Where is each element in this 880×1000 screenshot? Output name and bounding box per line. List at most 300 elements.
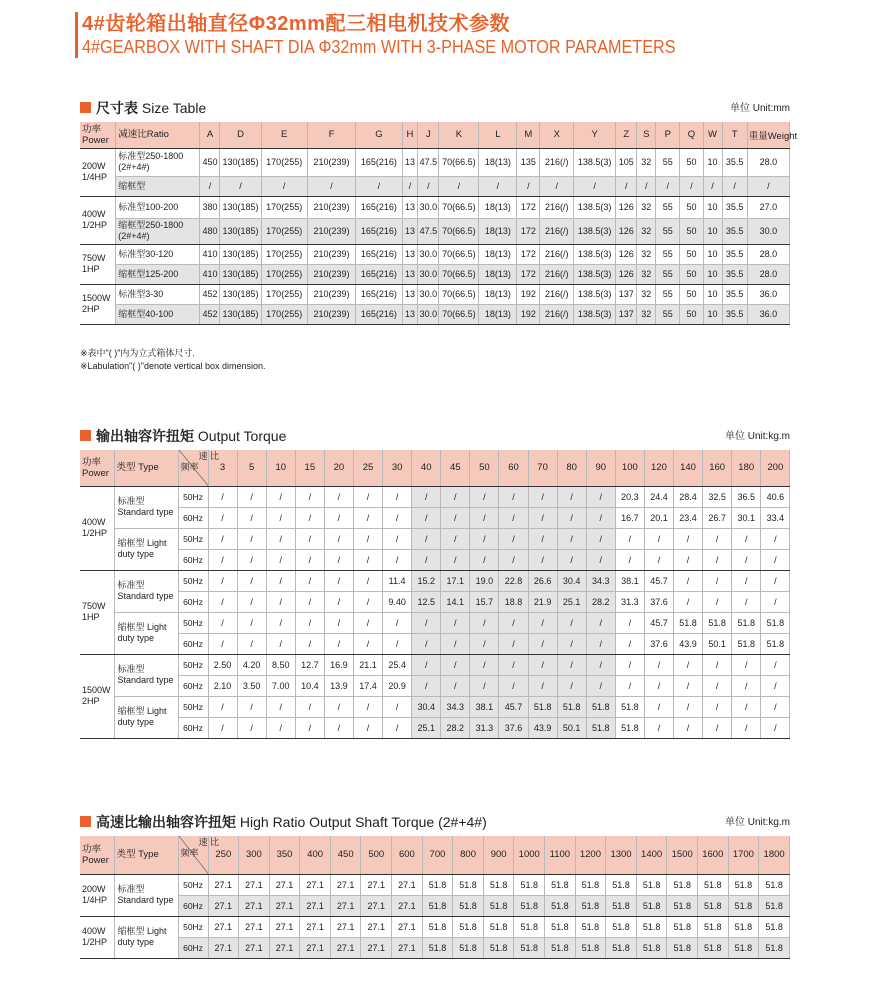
- size-value-cell: 126: [616, 196, 637, 218]
- torque-value-cell: /: [295, 612, 324, 633]
- torque-value-cell: /: [441, 654, 470, 675]
- size-value-cell: 10: [703, 244, 722, 264]
- size-value-cell: 50: [680, 304, 703, 324]
- torque-value-cell: /: [353, 633, 382, 654]
- torque-value-cell: /: [353, 696, 382, 717]
- torque-value-cell: /: [674, 717, 703, 738]
- torque-value-cell: /: [528, 654, 557, 675]
- size-value-cell: 170(255): [261, 244, 307, 264]
- torque-value-cell: /: [732, 675, 761, 696]
- torque-value-cell: /: [237, 570, 266, 591]
- torque-value-cell: /: [470, 633, 499, 654]
- torque-hz-cell: 50Hz: [178, 486, 208, 507]
- size-value-cell: 130(185): [220, 264, 261, 284]
- size-value-cell: 138.5(3): [574, 284, 616, 304]
- high-value-cell: 51.8: [514, 937, 545, 958]
- high-ratio-header: 1600: [698, 836, 729, 874]
- torque-value-cell: /: [644, 675, 673, 696]
- high-value-cell: 51.8: [514, 916, 545, 937]
- torque-value-cell: /: [353, 549, 382, 570]
- torque-ratio-header: 80: [557, 450, 586, 486]
- size-value-cell: 36.0: [747, 284, 789, 304]
- torque-value-cell: 8.50: [266, 654, 295, 675]
- high-ratio-table: [80, 836, 790, 959]
- size-value-cell: 55: [656, 264, 680, 284]
- high-ratio-header: 1800: [759, 836, 790, 874]
- size-value-cell: 210(239): [307, 196, 355, 218]
- torque-value-cell: 12.7: [295, 654, 324, 675]
- size-value-cell: /: [479, 176, 517, 196]
- size-value-cell: 170(255): [261, 196, 307, 218]
- high-value-cell: 27.1: [300, 916, 331, 937]
- torque-value-cell: /: [295, 696, 324, 717]
- size-value-cell: /: [574, 176, 616, 196]
- high-value-cell: 51.8: [698, 895, 729, 916]
- size-value-cell: 30.0: [418, 264, 439, 284]
- high-value-cell: 51.8: [545, 895, 576, 916]
- size-value-cell: 28.0: [747, 148, 789, 176]
- torque-value-cell: 25.1: [412, 717, 441, 738]
- page-title-block: [75, 12, 741, 58]
- torque-value-cell: 51.8: [761, 633, 790, 654]
- torque-value-cell: 31.3: [470, 717, 499, 738]
- torque-value-cell: /: [586, 654, 615, 675]
- torque-value-cell: /: [353, 591, 382, 612]
- torque-value-cell: 37.6: [644, 633, 673, 654]
- torque-value-cell: /: [528, 633, 557, 654]
- size-value-cell: 55: [656, 148, 680, 176]
- high-type-header: 类型 Type: [114, 836, 178, 874]
- torque-value-cell: 14.1: [441, 591, 470, 612]
- size-value-cell: 50: [680, 244, 703, 264]
- high-value-cell: 27.1: [269, 874, 300, 895]
- torque-value-cell: 45.7: [644, 570, 673, 591]
- torque-type-cell: 缩框型 Light duty type: [114, 528, 178, 570]
- size-col-header: 重量Weight: [747, 122, 789, 148]
- size-value-cell: 192: [517, 304, 540, 324]
- high-value-cell: 27.1: [239, 874, 270, 895]
- torque-row: [80, 591, 790, 612]
- high-value-cell: 51.8: [728, 874, 759, 895]
- torque-ratio-header: 100: [615, 450, 644, 486]
- high-row: [80, 895, 790, 916]
- size-col-header: L: [479, 122, 517, 148]
- torque-value-cell: 43.9: [528, 717, 557, 738]
- size-value-cell: 137: [616, 304, 637, 324]
- torque-power-cell: 400W 1/2HP: [80, 486, 114, 570]
- size-value-cell: 28.0: [747, 244, 789, 264]
- torque-value-cell: 37.6: [499, 717, 528, 738]
- high-value-cell: 51.8: [636, 895, 667, 916]
- torque-value-cell: /: [761, 528, 790, 549]
- torque-value-cell: /: [412, 549, 441, 570]
- torque-value-cell: /: [586, 507, 615, 528]
- torque-value-cell: /: [412, 612, 441, 633]
- torque-value-cell: /: [674, 654, 703, 675]
- torque-value-cell: /: [470, 612, 499, 633]
- size-value-cell: /: [418, 176, 439, 196]
- torque-value-cell: /: [412, 633, 441, 654]
- size-value-cell: 210(239): [307, 284, 355, 304]
- high-value-cell: 27.1: [208, 937, 239, 958]
- high-value-cell: 51.8: [667, 937, 698, 958]
- torque-value-cell: /: [324, 507, 353, 528]
- torque-hz-cell: 50Hz: [178, 528, 208, 549]
- torque-value-cell: /: [615, 549, 644, 570]
- torque-hz-cell: 60Hz: [178, 591, 208, 612]
- torque-value-cell: /: [324, 717, 353, 738]
- torque-value-cell: 4.20: [237, 654, 266, 675]
- torque-value-cell: 51.8: [732, 633, 761, 654]
- size-value-cell: 172: [517, 264, 540, 284]
- size-value-cell: 13: [402, 304, 418, 324]
- size-value-cell: 32: [637, 196, 656, 218]
- size-value-cell: 210(239): [307, 218, 355, 244]
- torque-value-cell: /: [499, 486, 528, 507]
- torque-value-cell: /: [703, 696, 732, 717]
- torque-value-cell: 20.3: [615, 486, 644, 507]
- high-value-cell: 51.8: [575, 874, 606, 895]
- size-value-cell: /: [200, 176, 220, 196]
- torque-row: [80, 486, 790, 507]
- size-value-cell: 172: [517, 196, 540, 218]
- torque-value-cell: /: [324, 696, 353, 717]
- torque-hz-cell: 60Hz: [178, 717, 208, 738]
- torque-hz-cell: 60Hz: [178, 633, 208, 654]
- size-value-cell: 35.5: [722, 304, 747, 324]
- size-value-cell: 30.0: [418, 244, 439, 264]
- high-value-cell: 27.1: [300, 937, 331, 958]
- torque-row: [80, 549, 790, 570]
- torque-ratio-header: 70: [528, 450, 557, 486]
- page-title-cn: 4#齿轮箱出轴直径Φ32mm配三相电机技术参数: [82, 13, 510, 35]
- high-power-cell: 200W 1/4HP: [80, 874, 114, 916]
- size-col-header: F: [307, 122, 355, 148]
- size-table-heading: [80, 98, 790, 118]
- torque-power-cell: 1500W 2HP: [80, 654, 114, 738]
- torque-value-cell: 51.8: [586, 696, 615, 717]
- torque-value-cell: /: [441, 633, 470, 654]
- torque-value-cell: /: [295, 549, 324, 570]
- torque-value-cell: /: [557, 507, 586, 528]
- torque-value-cell: /: [761, 675, 790, 696]
- size-value-cell: 105: [616, 148, 637, 176]
- high-value-cell: 27.1: [361, 895, 392, 916]
- size-value-cell: 70(66.5): [439, 148, 479, 176]
- torque-value-cell: 15.2: [412, 570, 441, 591]
- high-value-cell: 51.8: [728, 895, 759, 916]
- size-col-header: J: [418, 122, 439, 148]
- torque-value-cell: /: [383, 528, 412, 549]
- torque-value-cell: /: [324, 528, 353, 549]
- torque-value-cell: /: [208, 486, 237, 507]
- size-value-cell: 10: [703, 304, 722, 324]
- high-ratio-header: 300: [239, 836, 270, 874]
- size-col-header: W: [703, 122, 722, 148]
- high-value-cell: 27.1: [361, 937, 392, 958]
- torque-ratio-header: 140: [674, 450, 703, 486]
- size-value-cell: 135: [517, 148, 540, 176]
- torque-value-cell: 28.4: [674, 486, 703, 507]
- torque-ratio-header: 5: [237, 450, 266, 486]
- torque-value-cell: /: [470, 675, 499, 696]
- size-col-header: D: [220, 122, 261, 148]
- high-value-cell: 27.1: [330, 937, 361, 958]
- size-value-cell: 32: [637, 148, 656, 176]
- torque-value-cell: 26.6: [528, 570, 557, 591]
- torque-ratio-header: 30: [383, 450, 412, 486]
- high-ratio-header: 400: [300, 836, 331, 874]
- torque-value-cell: 30.4: [557, 570, 586, 591]
- high-row: [80, 916, 790, 937]
- torque-value-cell: 32.5: [703, 486, 732, 507]
- size-value-cell: 13: [402, 148, 418, 176]
- torque-value-cell: /: [441, 507, 470, 528]
- torque-value-cell: 45.7: [644, 612, 673, 633]
- size-value-cell: 30.0: [418, 196, 439, 218]
- torque-value-cell: 17.1: [441, 570, 470, 591]
- torque-hz-cell: 60Hz: [178, 549, 208, 570]
- high-value-cell: 51.8: [483, 937, 514, 958]
- torque-value-cell: /: [353, 528, 382, 549]
- torque-value-cell: /: [499, 675, 528, 696]
- high-value-cell: 51.8: [545, 874, 576, 895]
- torque-table-title-en: Output Torque: [197, 428, 287, 444]
- size-value-cell: 18(13): [479, 304, 517, 324]
- torque-value-cell: 28.2: [586, 591, 615, 612]
- size-value-cell: 452: [200, 304, 220, 324]
- size-value-cell: 138.5(3): [574, 148, 616, 176]
- high-ratio-unit: 单位 Unit:kg.m: [724, 817, 790, 828]
- size-table-row: [80, 148, 790, 176]
- torque-value-cell: 25.4: [383, 654, 412, 675]
- size-table-title-en: Size Table: [141, 100, 207, 116]
- torque-value-cell: /: [353, 570, 382, 591]
- size-value-cell: 216(/): [540, 284, 574, 304]
- size-value-cell: 216(/): [540, 196, 574, 218]
- torque-value-cell: /: [732, 654, 761, 675]
- high-type-cell: 标准型 Standard type: [114, 874, 178, 916]
- size-col-header: S: [637, 122, 656, 148]
- torque-value-cell: /: [266, 633, 295, 654]
- size-value-cell: /: [307, 176, 355, 196]
- size-col-header: 减速比Ratio: [116, 122, 200, 148]
- size-value-cell: 50: [680, 284, 703, 304]
- torque-value-cell: 20.9: [383, 675, 412, 696]
- torque-value-cell: /: [295, 570, 324, 591]
- torque-hz-cell: 50Hz: [178, 612, 208, 633]
- torque-value-cell: /: [295, 486, 324, 507]
- high-ratio-header: 1200: [575, 836, 606, 874]
- high-value-cell: 51.8: [483, 874, 514, 895]
- high-ratio-header: 1400: [636, 836, 667, 874]
- high-value-cell: 51.8: [575, 895, 606, 916]
- size-value-cell: 165(216): [356, 284, 402, 304]
- torque-value-cell: 16.9: [324, 654, 353, 675]
- torque-value-cell: /: [703, 717, 732, 738]
- high-value-cell: 51.8: [728, 937, 759, 958]
- size-value-cell: 27.0: [747, 196, 789, 218]
- torque-value-cell: 38.1: [615, 570, 644, 591]
- torque-value-cell: 51.8: [615, 717, 644, 738]
- torque-value-cell: /: [761, 591, 790, 612]
- size-value-cell: 137: [616, 284, 637, 304]
- size-value-cell: 32: [637, 264, 656, 284]
- high-value-cell: 27.1: [239, 895, 270, 916]
- torque-value-cell: /: [208, 633, 237, 654]
- torque-power-cell: 750W 1HP: [80, 570, 114, 654]
- high-value-cell: 27.1: [208, 895, 239, 916]
- size-col-header: A: [200, 122, 220, 148]
- size-value-cell: 216(/): [540, 218, 574, 244]
- torque-ratio-header: 180: [732, 450, 761, 486]
- torque-value-cell: /: [674, 528, 703, 549]
- size-value-cell: 170(255): [261, 218, 307, 244]
- torque-value-cell: /: [703, 675, 732, 696]
- torque-value-cell: /: [353, 612, 382, 633]
- size-value-cell: 210(239): [307, 264, 355, 284]
- size-col-header: H: [402, 122, 418, 148]
- size-value-cell: 50: [680, 218, 703, 244]
- size-value-cell: 35.5: [722, 218, 747, 244]
- size-col-header: G: [356, 122, 402, 148]
- torque-value-cell: 2.10: [208, 675, 237, 696]
- torque-value-cell: /: [499, 528, 528, 549]
- torque-value-cell: /: [441, 528, 470, 549]
- torque-value-cell: 50.1: [703, 633, 732, 654]
- torque-ratio-header: 50: [470, 450, 499, 486]
- torque-header-row: [80, 450, 790, 486]
- high-value-cell: 51.8: [422, 916, 453, 937]
- torque-ratio-header: 20: [324, 450, 353, 486]
- torque-row: [80, 633, 790, 654]
- torque-value-cell: 21.9: [528, 591, 557, 612]
- size-value-cell: /: [616, 176, 637, 196]
- size-table-row: [80, 284, 790, 304]
- high-power-header: 功率 Power: [80, 836, 114, 874]
- torque-value-cell: /: [295, 507, 324, 528]
- size-value-cell: 126: [616, 218, 637, 244]
- high-value-cell: 27.1: [300, 874, 331, 895]
- high-power-cell: 400W 1/2HP: [80, 916, 114, 958]
- size-table-row: [80, 304, 790, 324]
- size-value-cell: 216(/): [540, 304, 574, 324]
- torque-value-cell: /: [266, 612, 295, 633]
- speed-label: 速 比: [198, 451, 220, 461]
- high-value-cell: 27.1: [330, 874, 361, 895]
- high-ratio-header: 250: [208, 836, 239, 874]
- speed-ratio-header: [178, 836, 220, 874]
- torque-value-cell: 38.1: [470, 696, 499, 717]
- size-ratio-cell: 标准型3-30: [116, 284, 200, 304]
- torque-row: [80, 675, 790, 696]
- high-value-cell: 51.8: [453, 895, 484, 916]
- torque-value-cell: 30.4: [412, 696, 441, 717]
- torque-value-cell: /: [470, 486, 499, 507]
- torque-value-cell: /: [703, 528, 732, 549]
- size-value-cell: 410: [200, 244, 220, 264]
- torque-value-cell: 51.8: [586, 717, 615, 738]
- high-hz-cell: 50Hz: [178, 874, 208, 895]
- high-value-cell: 51.8: [422, 874, 453, 895]
- size-value-cell: 172: [517, 244, 540, 264]
- torque-value-cell: /: [586, 549, 615, 570]
- torque-value-cell: 34.3: [586, 570, 615, 591]
- torque-value-cell: /: [615, 633, 644, 654]
- size-value-cell: 10: [703, 264, 722, 284]
- size-power-cell: 200W 1/4HP: [80, 148, 116, 196]
- torque-value-cell: 45.7: [499, 696, 528, 717]
- torque-value-cell: /: [644, 528, 673, 549]
- high-value-cell: 51.8: [698, 916, 729, 937]
- high-value-cell: 51.8: [759, 874, 790, 895]
- high-ratio-header: 350: [269, 836, 300, 874]
- torque-value-cell: /: [557, 633, 586, 654]
- size-value-cell: 30.0: [418, 304, 439, 324]
- size-value-cell: 170(255): [261, 304, 307, 324]
- high-ratio-heading: [80, 812, 790, 832]
- size-value-cell: 55: [656, 218, 680, 244]
- high-value-cell: 51.8: [453, 937, 484, 958]
- size-power-cell: 750W 1HP: [80, 244, 116, 284]
- high-value-cell: 51.8: [636, 916, 667, 937]
- torque-value-cell: /: [528, 528, 557, 549]
- size-note-cn: ※表中"( )"内为立式箱体尺寸.: [80, 348, 195, 358]
- torque-value-cell: /: [324, 591, 353, 612]
- torque-table-heading: [80, 426, 790, 446]
- size-table-row: [80, 244, 790, 264]
- size-value-cell: /: [703, 176, 722, 196]
- torque-type-cell: 标准型 Standard type: [114, 486, 178, 528]
- high-hz-cell: 60Hz: [178, 895, 208, 916]
- high-ratio-header: 1000: [514, 836, 545, 874]
- torque-value-cell: 23.4: [674, 507, 703, 528]
- size-col-header: Q: [680, 122, 703, 148]
- torque-value-cell: /: [353, 717, 382, 738]
- high-value-cell: 51.8: [698, 937, 729, 958]
- size-ratio-cell: 缩框型40-100: [116, 304, 200, 324]
- size-power-cell: 400W 1/2HP: [80, 196, 116, 244]
- size-value-cell: 13: [402, 218, 418, 244]
- high-ratio-title-cn: 高速比输出轴容许扭矩: [96, 814, 236, 830]
- size-value-cell: 70(66.5): [439, 218, 479, 244]
- torque-value-cell: /: [557, 612, 586, 633]
- torque-value-cell: /: [324, 612, 353, 633]
- high-header-row: [80, 836, 790, 874]
- high-value-cell: 27.1: [208, 916, 239, 937]
- torque-value-cell: 30.1: [732, 507, 761, 528]
- section-square-icon: [80, 816, 91, 827]
- size-table-row: [80, 196, 790, 218]
- torque-value-cell: /: [615, 654, 644, 675]
- torque-type-cell: 缩框型 Light duty type: [114, 612, 178, 654]
- size-value-cell: 18(13): [479, 218, 517, 244]
- torque-row: [80, 717, 790, 738]
- size-col-header: T: [722, 122, 747, 148]
- high-ratio-header: 900: [483, 836, 514, 874]
- size-value-cell: 138.5(3): [574, 218, 616, 244]
- size-table-header-row: [80, 122, 790, 148]
- torque-value-cell: 51.8: [674, 612, 703, 633]
- torque-value-cell: 36.5: [732, 486, 761, 507]
- high-value-cell: 51.8: [667, 895, 698, 916]
- size-value-cell: /: [402, 176, 418, 196]
- torque-value-cell: /: [324, 486, 353, 507]
- torque-value-cell: /: [674, 591, 703, 612]
- freq-label: 频率: [180, 848, 199, 858]
- size-value-cell: 170(255): [261, 148, 307, 176]
- torque-value-cell: /: [266, 549, 295, 570]
